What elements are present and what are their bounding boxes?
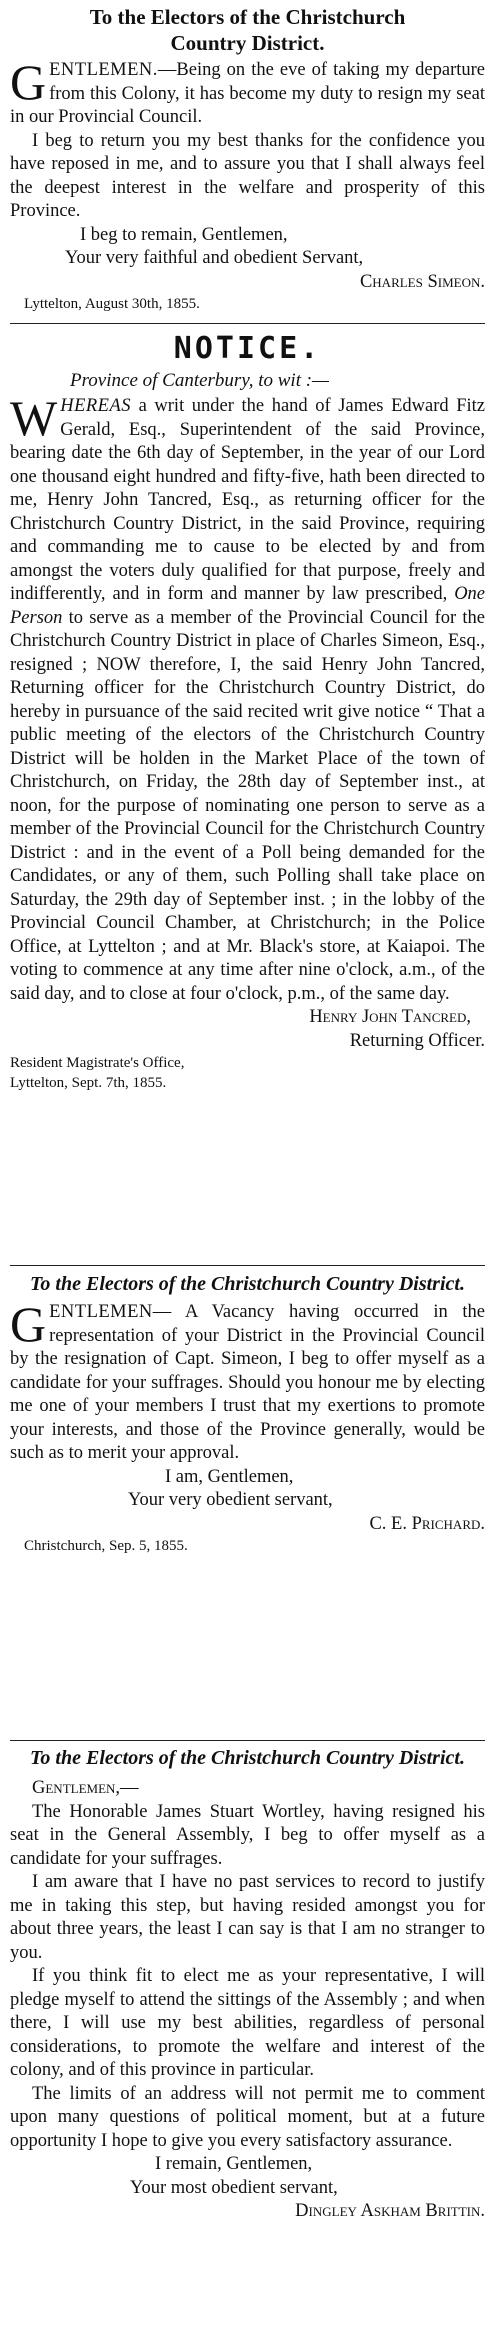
notice1-signature: Charles Simeon.: [359, 271, 485, 292]
notice3-closing2: Your very obedient servant,: [128, 1490, 333, 1510]
notice2-dateline: Lyttelton, Sept. 7th, 1855.: [10, 1075, 167, 1091]
notice3-lead: ENTLEMEN: [49, 1302, 153, 1322]
notice4-para1: The Honorable James Stuart Wortley, having resigned his seat in the General Assembly, I beg to offer myself as a candidate for your suffrages.: [10, 1801, 485, 1869]
notice2-emph1: One Person: [10, 584, 486, 628]
notice1-heading-line2: Country District.: [170, 31, 325, 55]
notice2-province: Province of Canterbury, to wit :—: [70, 370, 329, 391]
notice2-office: Resident Magistrate's Office,: [10, 1055, 185, 1071]
notice3-para-text: — A Vacancy having occurred in the representation of your District in the Provincial Council by the resignation of Capt. Simeon, I beg to offer myself as a candidate for your suffrages. Should you honour me by electing me one of your members I trust that my exertions to promote your interests, and those of the Province generally, would be such as to merit your approval.: [10, 1302, 485, 1463]
notice2-signature-title: Returning Officer.: [349, 1030, 485, 1051]
notice2-signature: Henry John Tancred,: [309, 1007, 471, 1027]
notice4-salutation: Gentlemen,—: [32, 1778, 139, 1798]
notice4-heading: To the Electors of the Christchurch Country District.: [30, 1747, 465, 1769]
notice4-signature: Dingley Askham Brittin.: [295, 2201, 485, 2221]
notice4-para2: I am aware that I have no past services to record to justify me in taking this step, but having resided amongst you for about three years, the least I can say is that I am no stranger to you.: [10, 1872, 485, 1963]
notice1-closing1: I beg to remain, Gentlemen,: [80, 224, 288, 245]
notice4-para4: The limits of an address will not permit me to comment upon many questions of political moment, but at a future opportunity I hope to give you every satisfactory assurance.: [10, 2083, 485, 2151]
notice1-dropcap: G: [10, 54, 47, 110]
notice2-body-part1: a writ under the hand of James Edward Fitz Gerald, Esq., Superintendent of the said Province, bearing date the 6th day of September, in the year of our Lord one thousand eight hundred and fifty-five, hath been directed to me, Henry John Tancred, Esq., as returning officer for the Christchurch Country District, in the said Province, requiring and commanding me to cause to be elected by and from amongst the voters duly qualified for that purpose, freely and indifferently, and in form and manner by law prescribed,: [10, 396, 485, 604]
notice4-para3: If you think fit to elect me as your representative, I will pledge myself to attend the sittings of the Assembly ; and when there, I will use my best abilities, regardless of personal considerations, to promote the welfare and interest of the colony, and of this province in particular.: [10, 1966, 485, 2080]
notice2-dropcap: W: [10, 390, 58, 446]
notice1-para1: [10, 54, 485, 130]
returning-officer-notice: [10, 330, 485, 1093]
notice4-closing2: Your most obedient servant,: [130, 2177, 338, 2198]
divider-1: [10, 323, 485, 324]
divider-3: [10, 1740, 485, 1741]
divider-2: [10, 1265, 485, 1266]
notice1-para2: I beg to return you my best thanks for the confidence you have reposed in me, and to assure you that I shall always feel the deepest interest in the welfare and prosperity of this Province.: [10, 130, 485, 221]
notice3-closing1: I am, Gentlemen,: [165, 1466, 294, 1487]
notice4-closing1: I remain, Gentlemen,: [155, 2154, 313, 2174]
notice1-dateline: Lyttelton, August 30th, 1855.: [24, 296, 200, 312]
notice3-dateline: Christchurch, Sep. 5, 1855.: [24, 1538, 188, 1554]
notice1-para1-text: —Being on the eve of taking my departure from this Colony, it has become my duty to resign my seat in our Provincial Council.: [10, 60, 485, 127]
notice1-closing2: Your very faithful and obedient Servant,: [65, 248, 364, 268]
brittin-candidacy-notice: [10, 1746, 485, 2224]
notice2-title: NOTICE.: [173, 331, 322, 366]
prichard-candidacy-notice: [10, 1272, 485, 1556]
notice3-signature: C. E. Prichard.: [369, 1513, 485, 1534]
notice2-body-part2: to serve as a member of the Provincial Council for the Christchurch Country District in place of Charles Simeon, Esq., resigned ; NOW therefore, I, the said Henry John Tancred, Returning officer for the Christchurch Country District, do hereby in pursuance of the said recited writ give notice “ That a public meeting of the electors of the Christchurch Country District will be holden in the Market Place of the town of Christchurch, on Friday, the 28th day of September inst., at noon, for the purpose of nominating one person to serve as a member of the Provincial Council for the Christchurch Country District : and in the event of a Poll being demanded for the Candidates, or any of them, such Polling shall take place on Saturday, the 29th day of September inst. ; in the lobby of the Provincial Council Chamber, at Christchurch; in the Police Office, at Lyttelton ; and at Mr. Black's store, at Kaiapoi. The voting to commence at any time after nine o'clock, a.m., of the said day, and to close at four o'clock, p.m., of the same day.: [10, 607, 486, 1004]
notice1-heading-line1: To the Electors of the Christchurch: [89, 5, 406, 29]
notice3-para: [10, 1296, 485, 1466]
simeon-resignation-notice: [10, 4, 485, 314]
notice3-dropcap: G: [10, 1296, 47, 1352]
notice3-heading: To the Electors of the Christchurch Country District.: [30, 1273, 465, 1295]
notice2-body: [10, 390, 486, 1006]
notice1-lead: ENTLEMEN.: [49, 60, 158, 80]
notice2-lead: HEREAS: [60, 396, 132, 416]
